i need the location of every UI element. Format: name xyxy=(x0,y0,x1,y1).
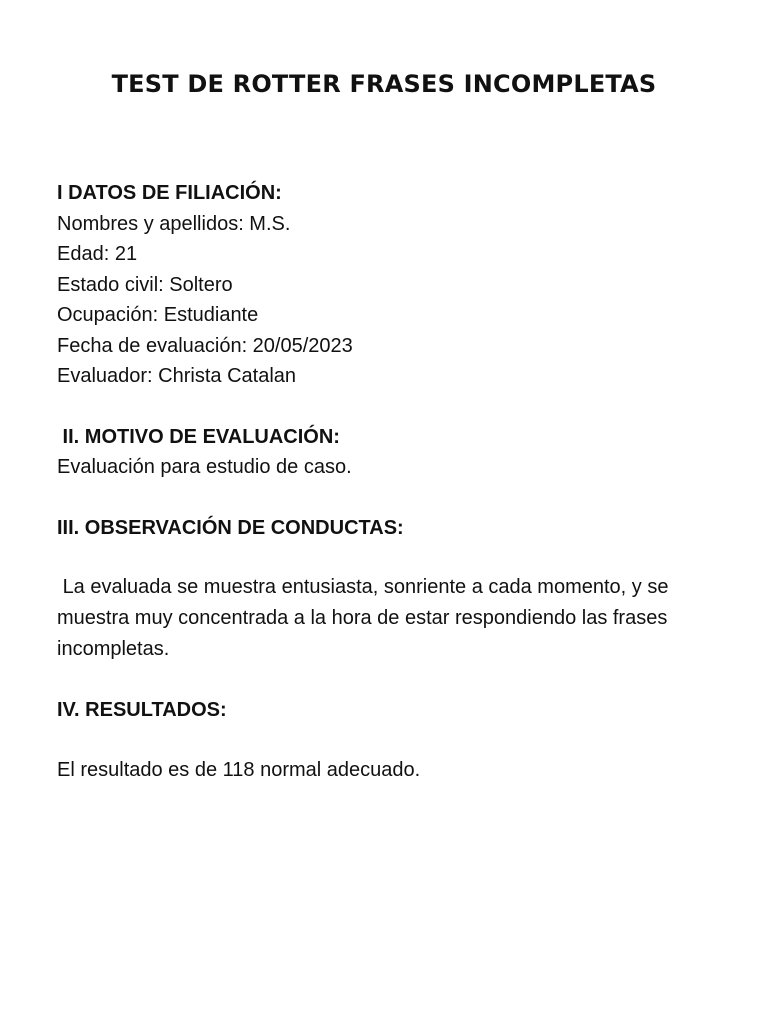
resultados-text: El resultado es de 118 normal adecuado. xyxy=(57,758,421,781)
motivo-text: Evaluación para estudio de caso. xyxy=(57,456,352,478)
spacer xyxy=(57,665,737,695)
field-fecha-evaluacion: Fecha de evaluación: 20/05/2023 xyxy=(57,334,353,357)
field-edad: Edad: 21 xyxy=(57,243,138,265)
spacer xyxy=(57,543,737,572)
section-motivo-evaluacion xyxy=(57,422,737,483)
section-heading-datos-filiacion: I DATOS DE FILIACIÓN: xyxy=(57,182,282,204)
document-body xyxy=(57,178,737,785)
section-resultados xyxy=(57,695,737,785)
section-heading-resultados: IV. RESULTADOS: xyxy=(57,699,227,721)
field-ocupacion: Ocupación: Estudiante xyxy=(57,304,259,326)
field-evaluador: Evaluador: Christa Catalan xyxy=(57,365,297,387)
spacer xyxy=(57,726,737,755)
observacion-text: La evaluada se muestra entusiasta, sonriente a cada momento, y se muestra muy concentrada a la hora de estar respondiendo las frases incompletas. xyxy=(57,576,675,660)
field-estado-civil: Estado civil: Soltero xyxy=(57,273,233,296)
section-heading-observacion: III. OBSERVACIÓN DE CONDUCTAS: xyxy=(57,516,404,539)
section-heading-motivo: II. MOTIVO DE EVALUACIÓN: xyxy=(57,425,340,448)
field-nombres: Nombres y apellidos: M.S. xyxy=(57,212,291,235)
spacer xyxy=(57,392,737,422)
spacer xyxy=(57,483,737,513)
section-datos-filiacion xyxy=(57,178,737,392)
section-observacion-conductas xyxy=(57,513,737,666)
document-title: TEST DE ROTTER FRASES INCOMPLETAS xyxy=(111,70,657,98)
